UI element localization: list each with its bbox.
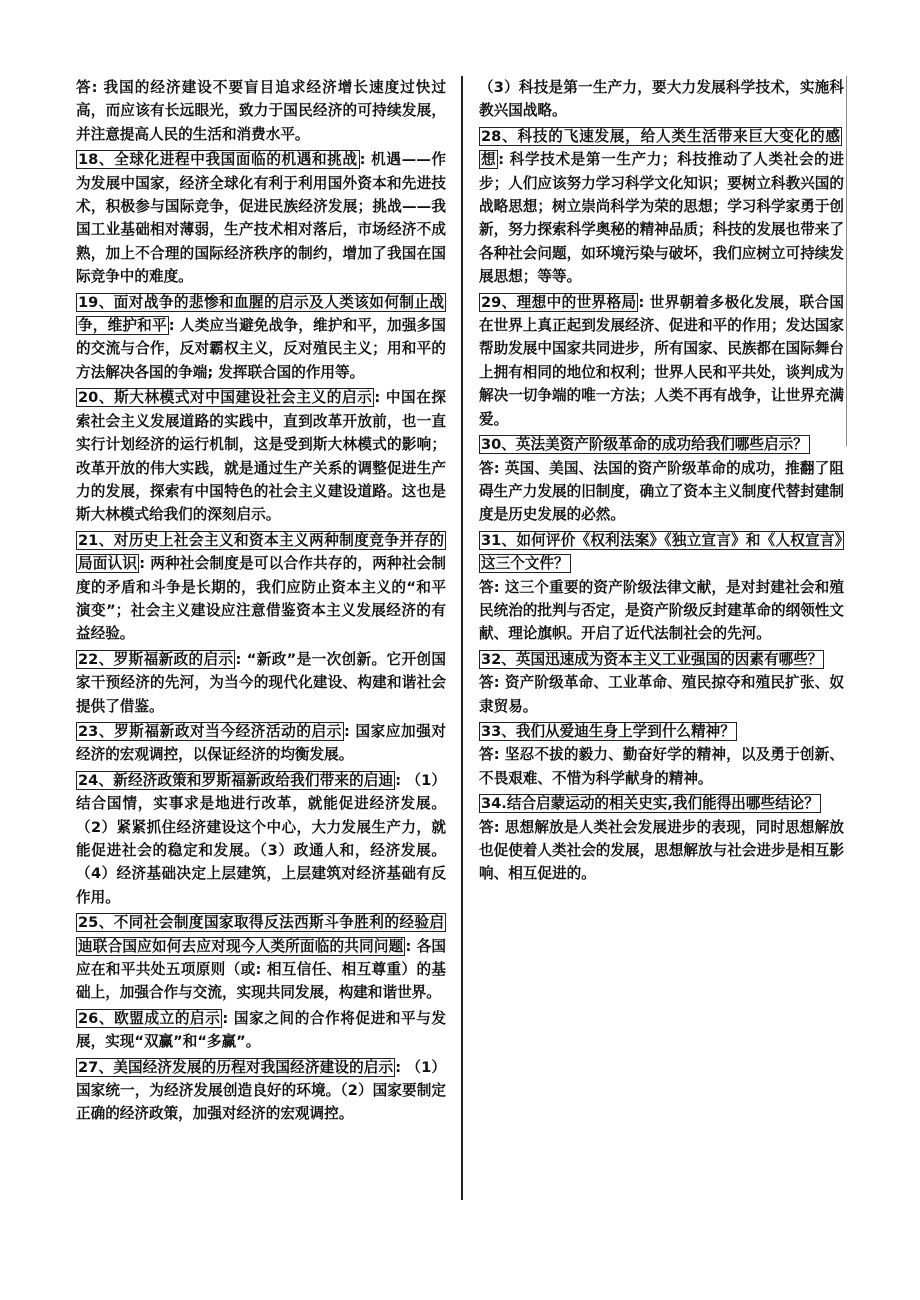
entry-23 [76, 720, 446, 767]
answer-text: : 国家应加强对经济的宏观调控，以保证经济的均衡发展。 [76, 722, 447, 764]
entry-30 [479, 433, 844, 527]
question-title: 20、斯大林模式对中国建设社会主义的启示 [78, 389, 373, 407]
left-column [76, 76, 446, 1128]
answer-text: : 两种社会制度是可以合作共存的，两种社会制度的矛盾和斗争是长期的，我们应防止资本主义的“和平演变”；社会主义建设应注意借鉴资本主义发展经济的有益经验。 [76, 555, 446, 643]
question-title: 34.结合启蒙运动的相关史实,我们能得出哪些结论？ [481, 795, 819, 813]
question-title: 27、美国经济发展的历程对我国经济建设的启示 [78, 1058, 394, 1076]
entry-17-answer [76, 76, 446, 146]
entry-22 [76, 648, 446, 718]
answer-text: : 人类应当避免战争，维护和平，加强多国的交流与合作，反对霸权主义，反对殖民主义；用和平的方法解决各国的争端; 发挥联合国的作用等。 [76, 317, 446, 381]
question-title: 32、英国迅速成为资本主义工业强国的因素有哪些？ [481, 650, 823, 668]
question-title: 19、面对战争的悲惨和血腥的启示及人类该如何制止战争，维护和平 [78, 293, 444, 335]
entry-31 [479, 529, 844, 646]
question-title: 24、新经济政策和罗斯福新政给我们带来的启迪 [78, 771, 394, 789]
question-title: 23、罗斯福新政对当今经济活动的启示 [78, 722, 342, 740]
answer-text: （3）科技是第一生产力，要大力发展科学技术，实施科教兴国战略。 [479, 79, 844, 120]
answer-text: 答: 资产阶级革命、工业革命、殖民掠夺和殖民扩张、奴隶贸易。 [479, 674, 844, 715]
entry-25 [76, 911, 446, 1005]
entry-27-continued [479, 76, 844, 123]
answer-text: : 中国在探索社会主义发展道路的实践中，直到改革开放前，也一直实行计划经济的运行机制，这是受到斯大林模式的影响；改革开放的伟大实践，就是通过生产关系的调整促进生产力的发展，探索有中国特色的社会主义建设道路。这也是斯大林模式给我们的深刻启示。 [76, 389, 447, 524]
answer-text: : 科学技术是第一生产力；科技推动了人类社会的进步；人们应该努力学习科学文化知识；要树立科教兴国的战略思想；树立崇尚科学为荣的思想；学习科学家勇于创新，努力探索科学奥秘的精神品质；科技的发展也带来了各种社会问题，如环境污染与破坏，我们应树立可持续发展思想；等等。 [479, 151, 844, 286]
entry-21 [76, 529, 446, 646]
entry-29 [479, 291, 844, 431]
right-column [479, 76, 844, 888]
question-title: 18、全球化进程中我国面临的机遇和挑战 [78, 151, 358, 169]
entry-32 [479, 648, 844, 718]
answer-text: : 机遇——作为发展中国家，经济全球化有利于利用国外资本和先进技术，积极参与国际竞争，促进民族经济发展；挑战——我国工业基础相对薄弱，生产技术相对落后，市场经济不成熟，加上不合理的国际经济秩序的制约，增加了我国在国际竞争中的难度。 [76, 151, 447, 286]
answer-text: 答: 思想解放是人类社会发展进步的表现，同时思想解放也促使着人类社会的发展，思想解放与社会进步是相互影响、相互促进的。 [479, 818, 844, 883]
question-title: 22、罗斯福新政的启示 [78, 650, 234, 668]
entry-34 [479, 792, 844, 886]
answer-text: 答: 我国的经济建设不要盲目追求经济增长速度过快过高，而应该有长远眼光，致力于国民经济的可持续发展，并注意提高人民的生活和消费水平。 [76, 79, 446, 143]
entry-28 [479, 125, 844, 289]
entry-19 [76, 291, 446, 385]
question-title: 29、理想中的世界格局 [481, 293, 637, 311]
question-title: 26、欧盟成立的启示 [78, 1009, 221, 1027]
entry-26 [76, 1007, 446, 1054]
question-title: 21、对历史上社会主义和资本主义两种制度竞争并存的局面认识 [78, 531, 444, 573]
answer-text: : （1）国家统一，为经济发展创造良好的环境。（2）国家要制定正确的经济政策，加强对经济的宏观调控。 [76, 1058, 446, 1123]
answer-text: : “新政”是一次创新。它开创国家干预经济的先河，为当今的现代化建设、构建和谐社会提供了借鉴。 [76, 650, 446, 715]
answer-text: 答: 坚忍不拔的毅力、勤奋好学的精神，以及勇于创新、不畏艰难、不惜为科学献身的精神。 [479, 746, 844, 787]
entry-18 [76, 148, 446, 288]
entry-24 [76, 769, 446, 909]
answer-text: : 世界朝着多极化发展，联合国在世界上真正起到发展经济、促进和平的作用；发达国家帮助发展中国家共同进步，所有国家、民族都在国际舞台上拥有相同的地位和权利；世界人民和平共处，谈判成为解决一切争端的唯一方法；人类不再有战争，让世界充满爱。 [479, 293, 844, 428]
answer-text: 答: 英国、美国、法国的资产阶级革命的成功，推翻了阻碍生产力发展的旧制度，确立了资本主义制度代替封建制度是历史发展的必然。 [479, 459, 844, 524]
answer-text: 答: 这三个重要的资产阶级法律文献，是对封建社会和殖民统治的批判与否定，是资产阶级反封建革命的纲领性文献、理论旗帜。开启了近代法制社会的先河。 [479, 578, 844, 643]
entry-33 [479, 720, 844, 790]
answer-text: : 国家之间的合作将促进和平与发展，实现“双赢”和“多赢”。 [76, 1009, 446, 1051]
entry-27 [76, 1056, 446, 1126]
entry-20 [76, 386, 446, 526]
column-divider [461, 76, 463, 1200]
question-title: 25、不同社会制度国家取得反法西斯斗争胜利的经验启迪联合国应如何去应对现今人类所面临的共同问题 [78, 914, 444, 955]
question-title: 28、科技的飞速发展，给人类生活带来巨大变化的感想 [481, 127, 840, 169]
question-title: 33、我们从爱迪生身上学到什么精神？ [481, 722, 735, 740]
answer-text: : 各国应在和平共处五项原则（或: 相互信任、相互尊重）的基础上，加强合作与交流，实现共同发展，构建和谐世界。 [76, 937, 446, 1002]
question-title: 31、如何评价《权利法案》《独立宣言》和《人权宣言》这三个文件？ [481, 531, 842, 573]
answer-text: : （1）结合国情，实事求是地进行改革，就能促进经济发展。（2）紧紧抓住经济建设这个中心，大力发展生产力，就能促进社会的稳定和发展。（3）政通人和，经济发展。（4）经济基础决定上层建筑，上层建筑对经济基础有反作用。 [76, 771, 446, 906]
question-title: 30、英法美资产阶级革命的成功给我们哪些启示？ [481, 436, 808, 454]
